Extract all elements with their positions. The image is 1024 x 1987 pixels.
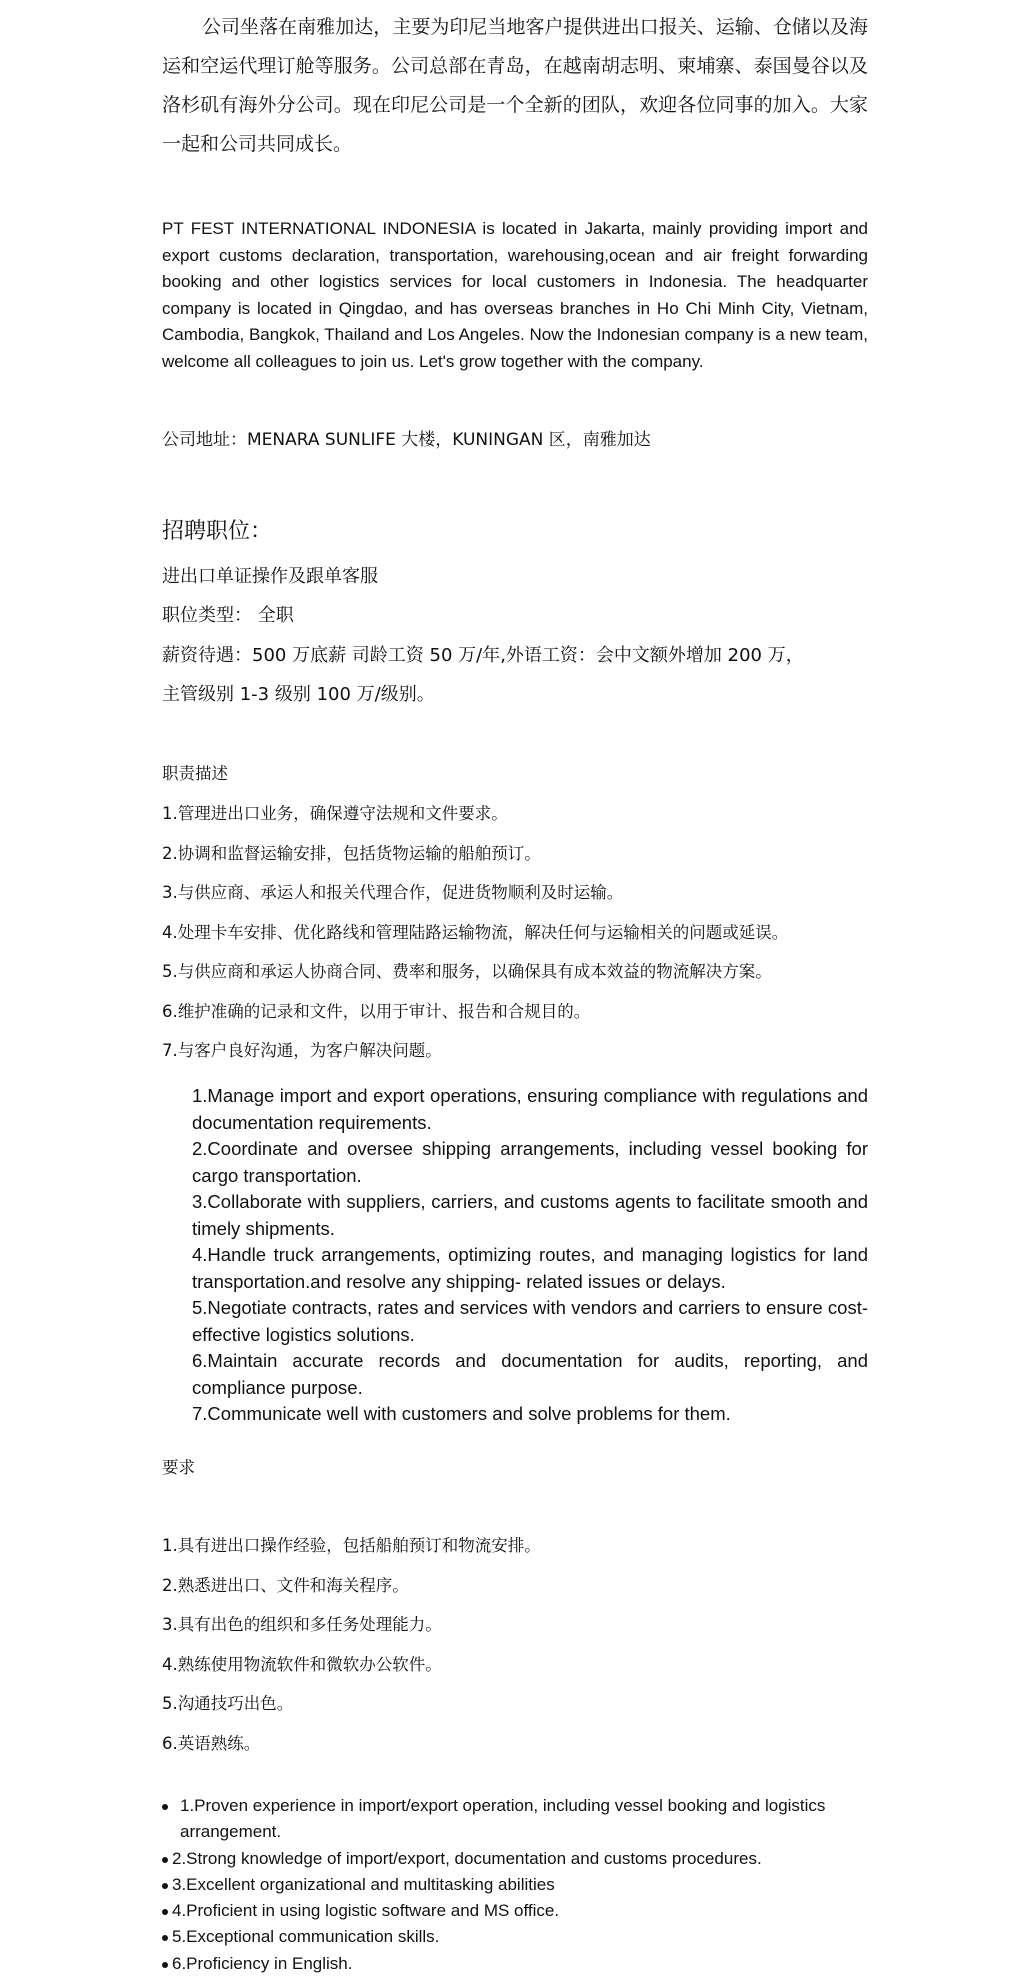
requirement-cn-item: 3.具有出色的组织和多任务处理能力。 xyxy=(162,1615,442,1634)
duty-en-item: 5.Negotiate contracts, rates and services with vendors and carriers to ensure cost-effective logistics solutions. xyxy=(192,1297,868,1345)
duty-en-item: 7.Communicate well with customers and solve problems for them. xyxy=(192,1403,731,1424)
requirement-en-text: 3.Excellent organizational and multitasking abilities xyxy=(172,1874,555,1894)
requirement-en-text: 4.Proficient in using logistic software and MS office. xyxy=(172,1901,560,1921)
duty-cn-item: 3.与供应商、承运人和报关代理合作，促进货物顺利及时运输。 xyxy=(162,883,624,902)
salary-line-2: 主管级别 1-3 级别 100 万/级别。 xyxy=(162,684,435,705)
requirement-en-text: 6.Proficiency in English. xyxy=(172,1953,353,1973)
recruitment-heading: 招聘职位： xyxy=(162,519,273,544)
duty-en-item: 2.Coordinate and oversee shipping arrangements, including vessel booking for cargo transportation. xyxy=(192,1138,868,1186)
requirement-en-item xyxy=(162,1898,868,1924)
requirement-en-item xyxy=(162,1793,868,1846)
requirement-en-item xyxy=(162,1951,868,1977)
bullet-icon xyxy=(162,1883,168,1889)
company-intro-english: PT FEST INTERNATIONAL INDONESIA is located in Jakarta, mainly providing import and export customs declaration, transportation, warehousing,ocean and air freight forwarding booking and other logistics services for local customers in Indonesia. The headquarter company is located in Qingdao, and has overseas branches in Ho Chi Minh City, Vietnam, Cambodia, Bangkok, Thailand and Los Angeles. Now the Indonesian company is a new team, welcome all colleagues to join us. Let's grow together with the company. xyxy=(162,219,868,371)
duty-en-item: 6.Maintain accurate records and documentation for audits, reporting, and compliance purpose. xyxy=(192,1350,868,1398)
duties-english-list xyxy=(192,1083,868,1428)
requirement-en-text: 2.Strong knowledge of import/export, documentation and customs procedures. xyxy=(172,1848,762,1868)
requirement-cn-item: 6.英语熟练。 xyxy=(162,1734,261,1753)
salary-line-1: 薪资待遇：500 万底薪 司龄工资 50 万/年,外语工资：会中文额外增加 200 万， xyxy=(162,645,804,666)
duty-cn-item: 4.处理卡车安排、优化路线和管理陆路运输物流，解决任何与运输相关的问题或延误。 xyxy=(162,923,789,942)
bullet-icon xyxy=(162,1909,168,1915)
job-type: 职位类型： 全职 xyxy=(162,605,294,626)
bullet-icon xyxy=(162,1857,168,1863)
requirements-heading: 要求 xyxy=(162,1458,195,1477)
duty-en-item: 1.Manage import and export operations, ensuring compliance with regulations and documentation requirements. xyxy=(192,1085,868,1133)
company-address: 公司地址：MENARA SUNLIFE 大楼，KUNINGAN 区，南雅加达 xyxy=(162,430,651,450)
requirement-en-text: 5.Exceptional communication skills. xyxy=(172,1927,440,1947)
duty-en-item: 3.Collaborate with suppliers, carriers, and customs agents to facilitate smooth and timely shipments. xyxy=(192,1191,868,1239)
duty-cn-item: 5.与供应商和承运人协商合同、费率和服务，以确保具有成本效益的物流解决方案。 xyxy=(162,962,772,981)
requirement-cn-item: 5.沟通技巧出色。 xyxy=(162,1694,294,1713)
bullet-icon xyxy=(162,1962,168,1968)
duties-heading: 职责描述 xyxy=(162,764,228,783)
duty-cn-item: 2.协调和监督运输安排，包括货物运输的船舶预订。 xyxy=(162,844,541,863)
duty-cn-item: 6.维护准确的记录和文件，以用于审计、报告和合规目的。 xyxy=(162,1002,591,1021)
position-title: 进出口单证操作及跟单客服 xyxy=(162,566,378,587)
requirement-en-item xyxy=(162,1846,868,1872)
bullet-icon xyxy=(162,1804,168,1810)
company-intro-chinese: 公司坐落在南雅加达，主要为印尼当地客户提供进出口报关、运输、仓储以及海运和空运代理订舱等服务。公司总部在青岛，在越南胡志明、柬埔寨、泰国曼谷以及洛杉矶有海外分公司。现在印尼公司是一个全新的团队，欢迎各位同事的加入。大家一起和公司共同成长。 xyxy=(162,16,868,155)
requirement-en-text: 1.Proven experience in import/export operation, including vessel booking and logistics arrangement. xyxy=(180,1796,826,1842)
requirement-cn-item: 1.具有进出口操作经验，包括船舶预订和物流安排。 xyxy=(162,1536,541,1555)
requirement-en-item xyxy=(162,1872,868,1898)
duty-cn-item: 7.与客户良好沟通，为客户解决问题。 xyxy=(162,1041,442,1060)
duty-cn-item: 1.管理进出口业务，确保遵守法规和文件要求。 xyxy=(162,804,508,823)
requirement-cn-item: 4.熟练使用物流软件和微软办公软件。 xyxy=(162,1655,442,1674)
requirements-english-list xyxy=(162,1793,868,1977)
requirement-cn-item: 2.熟悉进出口、文件和海关程序。 xyxy=(162,1576,409,1595)
duty-en-item: 4.Handle truck arrangements, optimizing routes, and managing logistics for land transportation.and resolve any shipping- related issues or delays. xyxy=(192,1244,868,1292)
bullet-icon xyxy=(162,1935,168,1941)
requirement-en-item xyxy=(162,1924,868,1950)
